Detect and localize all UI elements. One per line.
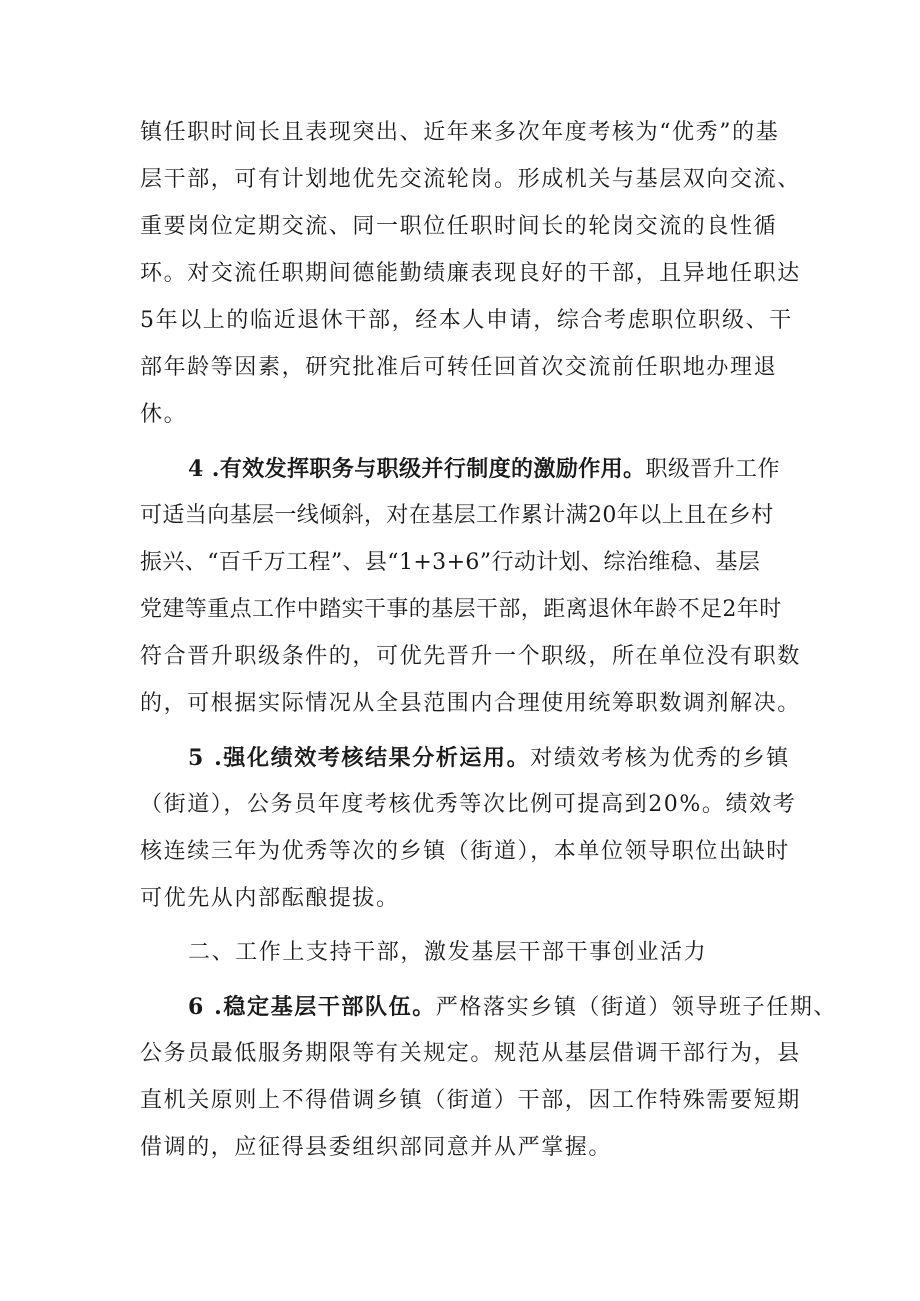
text-line: 借调的，应征得县委组织部同意并从严掌握。 [140, 1135, 613, 1160]
text-line: 的，可根据实际情况从全县范围内合理使用统筹职数调剂解决。 [140, 691, 801, 716]
text-line: 镇任职时间长且表现突出、近年来多次年度考核为“优秀”的基 [140, 120, 780, 145]
text-line: 直机关原则上不得借调乡镇（街道）干部，因工作特殊需要短期 [140, 1088, 801, 1113]
text-line: 核连续三年为优秀等次的乡镇（街道），本单位领导职位出缺时 [140, 839, 790, 864]
text-line: 重要岗位定期交流、同一职位任职时间长的轮岗交流的良性循 [140, 214, 778, 239]
text-line: 休。 [140, 402, 188, 427]
section-6-first-line [188, 992, 848, 1023]
section-heading-two: 二、工作上支持干部，激发基层干部干事创业活力 [188, 940, 708, 965]
text-line: 环。对交流任职期间德能勤绩廉表现良好的干部，且异地任职达 [140, 261, 801, 286]
text-line: 5年以上的临近退休干部，经本人申请，综合考虑职位职级、干 [140, 308, 793, 333]
section-6-heading: 6 .稳定基层干部队伍。 [188, 994, 436, 1020]
text-line: 振兴、“百千万工程”、县“1+3+6”行动计划、综治维稳、基层 [140, 550, 761, 575]
text-line: 部年龄等因素，研究批准后可转任回首次交流前任职地办理退 [140, 355, 778, 380]
section-5-heading: 5 .强化绩效考核结果分析运用。 [188, 745, 531, 771]
section-5-text: 对绩效考核为优秀的乡镇 [530, 746, 790, 771]
text-line: 层干部，可有计划地优先交流轮岗。形成机关与基层双向交流、 [140, 167, 801, 192]
section-4-text: 职级晋升工作 [645, 457, 780, 482]
text-line: 可优先从内部酝酿提拔。 [140, 886, 400, 911]
text-line: 党建等重点工作中踏实干事的基层干部，距离退休年龄不足2年时 [140, 597, 782, 622]
section-4-heading: 4 .有效发挥职务与职级并行制度的激励作用。 [188, 456, 646, 482]
text-line: 符合晋升职级条件的，可优先晋升一个职级，所在单位没有职数 [140, 644, 801, 669]
text-line: 可适当向基层一线倾斜，对在基层工作累计满20年以上且在乡村 [140, 503, 774, 528]
section-4-first-line [188, 454, 848, 485]
section-5-first-line [188, 743, 848, 774]
text-line: 公务员最低服务期限等有关规定。规范从基层借调干部行为，县 [140, 1041, 801, 1066]
text-line: （街道），公务员年度考核优秀等次比例可提高到20%。绩效考 [140, 792, 797, 817]
section-6-text: 严格落实乡镇（街道）领导班子任期、 [435, 995, 838, 1020]
